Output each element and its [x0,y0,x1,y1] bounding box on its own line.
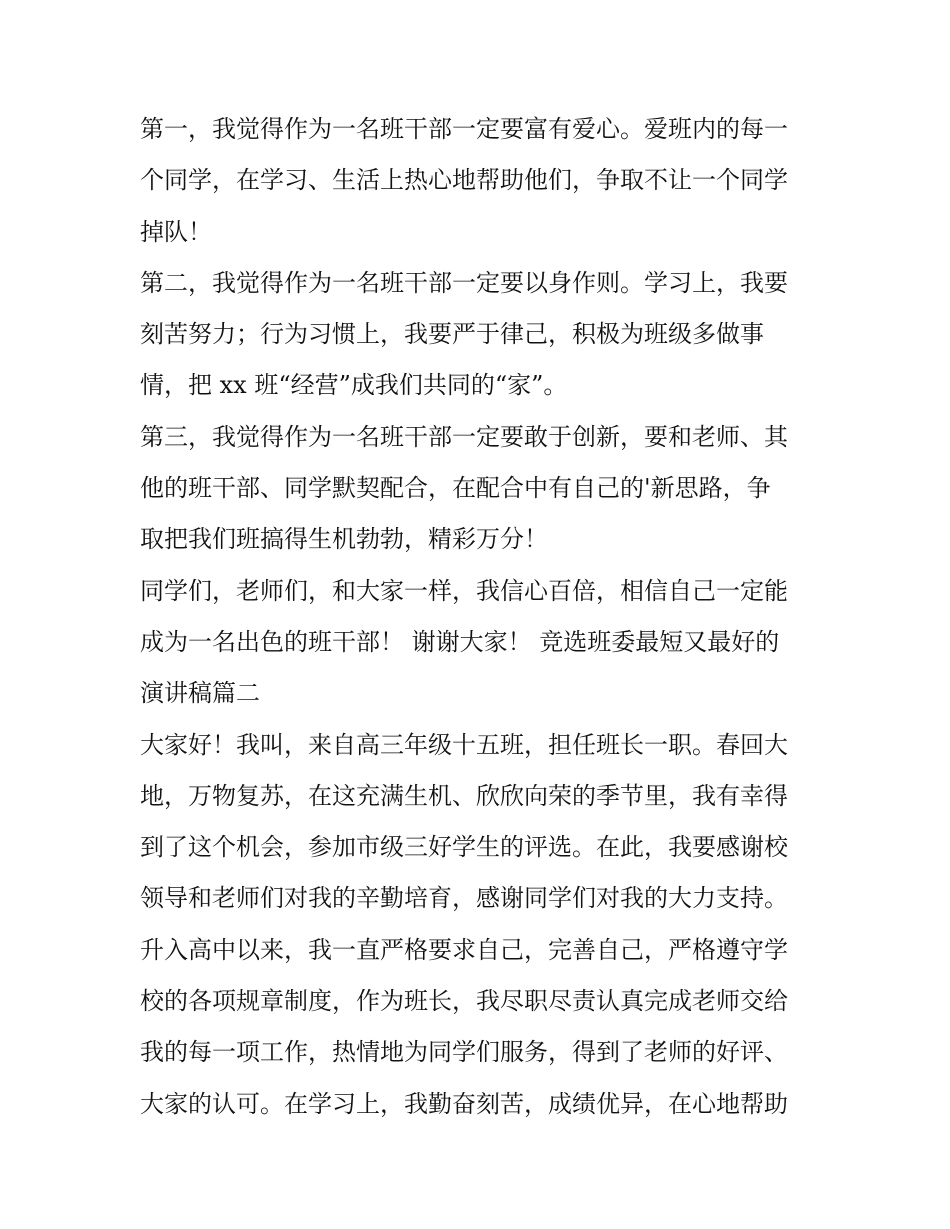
text-line: 他的班干部、同学默契配合，在配合中有自己的'新思路，争 [140,474,771,503]
text-line: 校的各项规章制度，作为班长，我尽职尽责认真完成老师交给 [140,987,788,1016]
text-line: 第三，我觉得作为一名班干部一定要敢于创新，要和老师、其 [140,422,788,451]
document-body [140,104,820,1130]
text-line: 我的每一项工作，热情地为同学们服务，得到了老师的好评、 [140,1038,788,1067]
text-line: 第一，我觉得作为一名班干部一定要富有爱心。爱班内的每一 [140,115,788,143]
text-line: 第二，我觉得作为一名班干部一定要以身作则。学习上，我要 [140,268,788,297]
text-line: 刻苦努力；行为习惯上，我要严于律己，积极为班级多做事 [140,320,764,349]
text-line: 同学们，老师们，和大家一样，我信心百倍，相信自己一定能 [140,576,788,605]
text-line: 大家的认可。在学习上，我勤奋刻苦，成绩优异，在心地帮助 [140,1089,788,1118]
text-line: 地，万物复苏，在这充满生机、欣欣向荣的季节里，我有幸得 [140,781,788,810]
text-line: 取把我们班搞得生机勃勃，精彩万分！ [140,525,548,554]
text-line: 大家好！我叫，来自高三年级十五班，担任班长一职。春回大 [140,730,788,759]
text-line: 演讲稿篇二 [140,679,260,708]
text-line: 领导和老师们对我的辛勤培育，感谢同学们对我的大力支持。 [140,884,788,913]
text-line: 情，把 xx 班“经营”成我们共同的“家”。 [140,371,568,400]
text-line: 个同学，在学习、生活上热心地帮助他们，争取不让一个同学 [140,166,788,195]
text-line: 到了这个机会，参加市级三好学生的评选。在此，我要感谢校 [140,833,788,862]
text-line: 升入高中以来，我一直严格要求自己，完善自己，严格遵守学 [140,935,788,964]
text-line: 成为一名出色的班干部！ 谢谢大家！ 竞选班委最短又最好的 [140,627,780,656]
text-line: 掉队！ [140,217,212,246]
